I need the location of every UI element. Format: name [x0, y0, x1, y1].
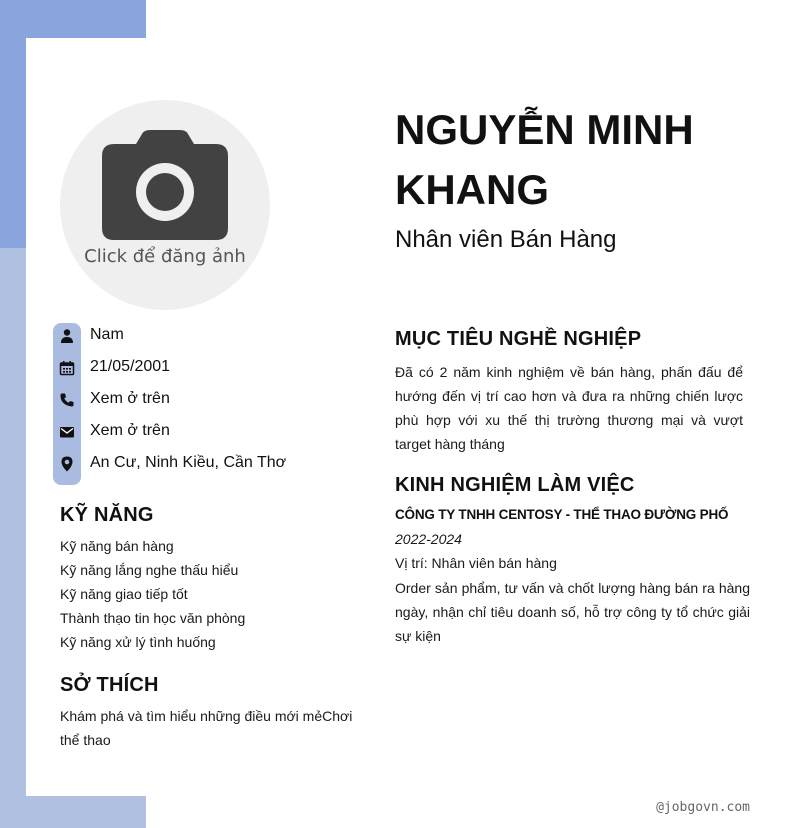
- location-pin-icon: [59, 456, 75, 472]
- hobbies-text: Khám phá và tìm hiểu những điều mới mẻChơi thể thao: [60, 708, 353, 748]
- experience-description: Order sản phẩm, tư vấn và chốt lượng hàng bán ra hàng ngày, nhận chỉ tiêu doanh số, hỗ trợ công ty tổ chức giải sự kiện: [395, 580, 750, 644]
- info-gender-value: Nam: [90, 326, 124, 343]
- experience-role: Vị trí: Nhân viên bán hàng: [395, 555, 557, 571]
- avatar-upload[interactable]: [60, 100, 270, 310]
- skill-item: Kỹ năng xử lý tình huống: [60, 634, 216, 650]
- candidate-position: Nhân viên Bán Hàng: [395, 226, 617, 253]
- experience-title: KINH NGHIỆM LÀM VIỆC: [395, 474, 635, 496]
- objective-text: Đã có 2 năm kinh nghiệm về bán hàng, phấn đấu để hướng đến vị trí cao hơn và đưa ra những chiến lược phù hợp với xu thế thị trường thương mại và vượt target hàng tháng: [395, 364, 743, 452]
- objective-title: MỤC TIÊU NGHỀ NGHIỆP: [395, 328, 642, 350]
- skill-item: Kỹ năng bán hàng: [60, 538, 174, 554]
- skill-item: Kỹ năng giao tiếp tốt: [60, 586, 188, 602]
- candidate-name: NGUYỄN MINH KHANG: [395, 106, 694, 213]
- info-email-value: Xem ở trên: [90, 422, 170, 439]
- calendar-icon: [59, 360, 75, 376]
- experience-period: 2022-2024: [395, 531, 462, 547]
- info-address-value: An Cư, Ninh Kiều, Cần Thơ: [90, 454, 287, 471]
- info-birthdate: [53, 355, 373, 387]
- skills-title: KỸ NĂNG: [60, 504, 154, 526]
- person-icon: [59, 328, 75, 344]
- camera-icon: [102, 130, 228, 240]
- info-phone: [53, 387, 373, 419]
- email-icon: [59, 424, 75, 440]
- skill-item: Thành thạo tin học văn phòng: [60, 610, 246, 626]
- skill-item: Kỹ năng lắng nghe thấu hiểu: [60, 562, 239, 578]
- hobbies-title: SỞ THÍCH: [60, 674, 159, 696]
- phone-icon: [59, 392, 75, 408]
- experience-company: CÔNG TY TNHH CENTOSY - THỂ THAO ĐƯỜNG PHỐ: [395, 507, 729, 522]
- info-email: [53, 419, 373, 451]
- info-gender: [53, 323, 373, 355]
- avatar-upload-label: Click để đăng ảnh: [84, 246, 246, 267]
- info-phone-value: Xem ở trên: [90, 390, 170, 407]
- info-birthdate-value: 21/05/2001: [90, 358, 171, 375]
- watermark: @jobgovn.com: [656, 800, 750, 815]
- info-address: [53, 451, 373, 483]
